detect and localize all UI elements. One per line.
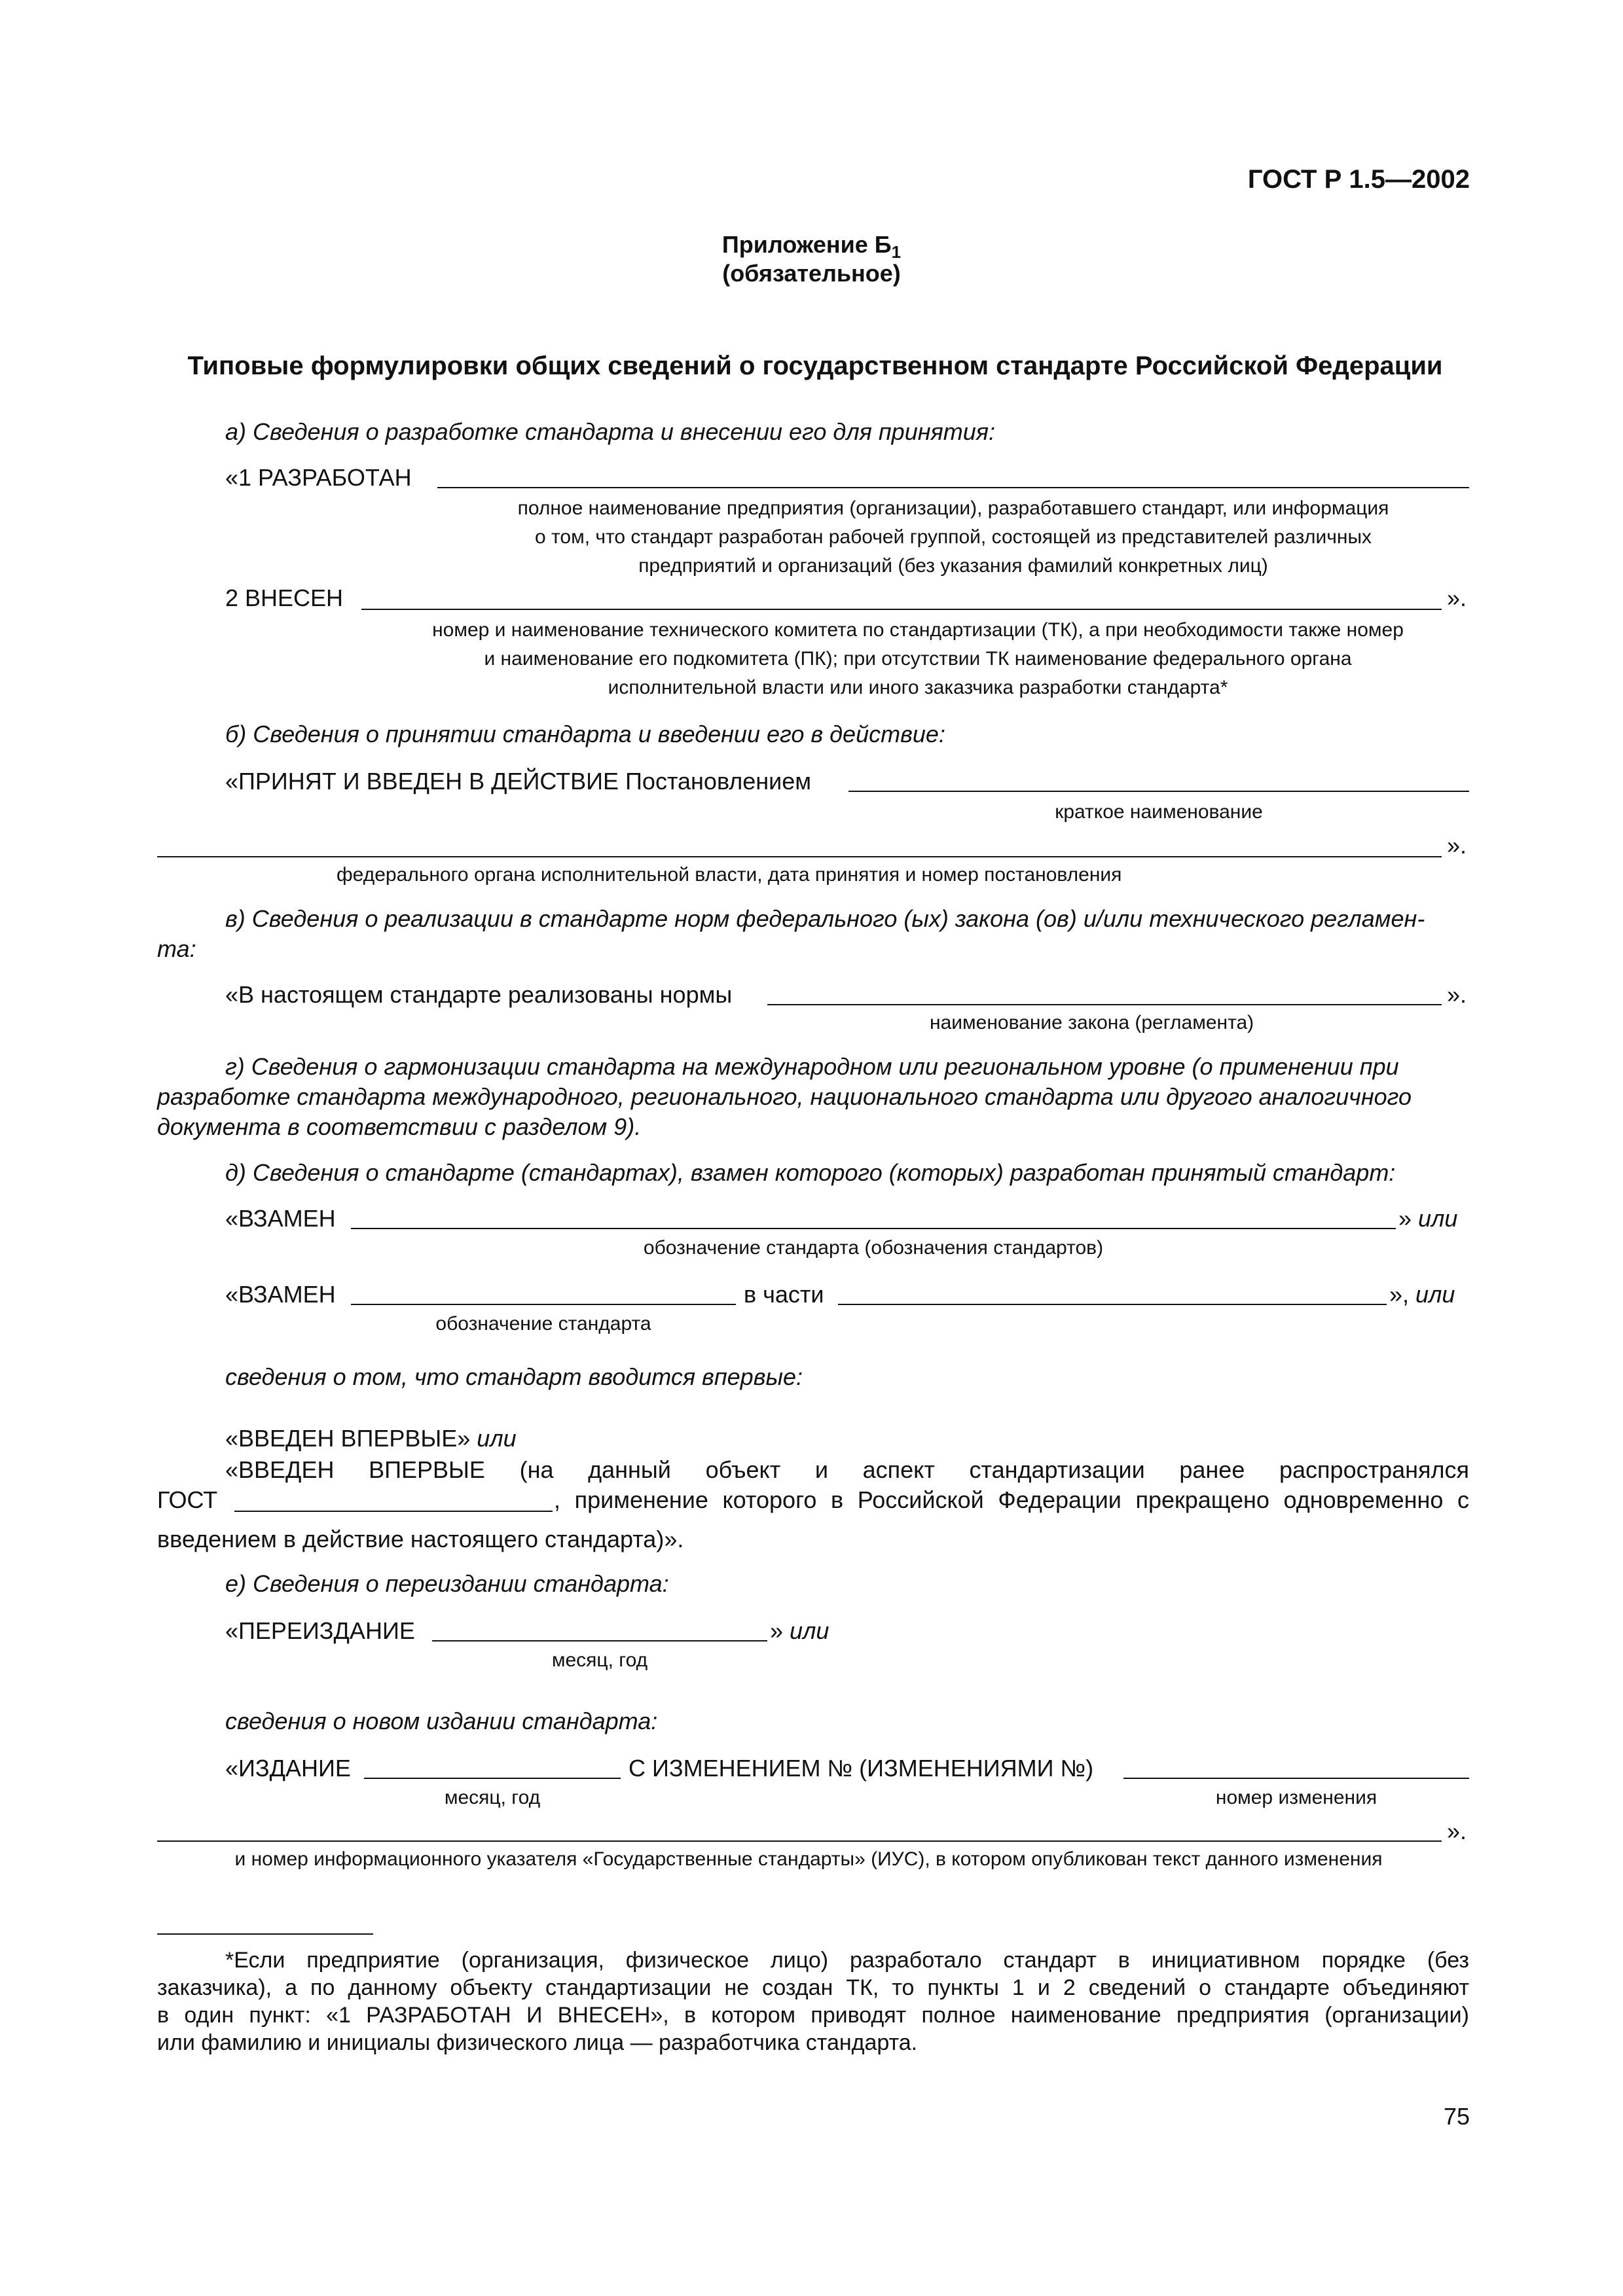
a-line2-blank — [361, 609, 1442, 610]
appendix-subscript: 1 — [891, 242, 902, 262]
d-caption2: обозначение стандарта — [435, 1313, 651, 1335]
a-line2-label: 2 ВНЕСЕН — [225, 584, 344, 611]
e-caption2a: месяц, год — [444, 1787, 541, 1808]
footnote-line4: или фамилию и инициалы физического лица — разработчика стандарта. — [157, 2030, 918, 2055]
a-caption2-line2: и наименование его подкомитета (ПК); при отсутствии ТК наименование федерального органа — [484, 648, 1352, 670]
footnote-line3: в один пункт: «1 РАЗРАБОТАН И ВНЕСЕН», в котором приводят полное наименование предприятия (организации) — [157, 2003, 1469, 2028]
e-line2-label: «ИЗДАНИЕ — [225, 1755, 351, 1782]
d-line2-quote: », — [1389, 1281, 1410, 1308]
b-line2-end: ». — [1447, 832, 1467, 859]
v-line1-end: ». — [1447, 981, 1467, 1008]
b-line2-blank — [157, 856, 1442, 857]
a-caption2-line1: номер и наименование технического комитета по стандартизации (ТК), а при необходимости также номер — [432, 619, 1404, 641]
d-first-line2: «ВВЕДЕН ВПЕРВЫЕ (на данный объект и аспект стандартизации ранее распространялся — [225, 1456, 1469, 1483]
section-d-title: д) Сведения о стандарте (стандартах), взамен которого (которых) разработан принятый стандарт: — [225, 1159, 1396, 1186]
d-first-line3-blank — [234, 1511, 553, 1512]
e-caption3: и номер информационного указателя «Государственные стандарты» (ИУС), в котором опубликован текст данного изменения — [234, 1848, 1383, 1870]
section-g-line1: г) Сведения о гармонизации стандарта на международном или региональном уровне (о применении при — [225, 1053, 1399, 1080]
d-line2-end — [1389, 1280, 1455, 1309]
d-first-line1 — [225, 1424, 517, 1453]
b-line1-blank — [848, 791, 1469, 792]
e-caption1: месяц, год — [551, 1649, 648, 1671]
v-line1-blank — [767, 1004, 1442, 1005]
appendix-status: (обязательное) — [722, 260, 901, 287]
d-first-title: сведения о том, что стандарт вводится впервые: — [225, 1363, 803, 1390]
e-line2-blank1 — [364, 1778, 621, 1779]
e-line1-end — [770, 1617, 829, 1645]
d-line1-label: «ВЗАМЕН — [225, 1205, 336, 1232]
e-line1-label: «ПЕРЕИЗДАНИЕ — [225, 1617, 415, 1644]
e-line1-blank — [432, 1640, 767, 1641]
section-v-title-line1: в) Сведения о реализации в стандарте норм федерального (ых) закона (ов) и/или технического регламен- — [225, 905, 1425, 932]
footnote-separator — [157, 1933, 373, 1935]
d-line2-mid: в части — [744, 1281, 824, 1308]
e-line1-or: или — [790, 1617, 830, 1644]
d-line1-blank — [351, 1228, 1396, 1229]
d-line2-label: «ВЗАМЕН — [225, 1281, 336, 1308]
d-line2-blank1 — [351, 1304, 736, 1305]
d-line1-or: или — [1418, 1205, 1458, 1232]
d-caption1: обозначение стандарта (обозначения стандартов) — [643, 1237, 1104, 1259]
section-g-line3: документа в соответствии с разделом 9). — [157, 1113, 642, 1140]
section-e-title: е) Сведения о переиздании стандарта: — [225, 1570, 669, 1597]
doc-code: ГОСТ Р 1.5—2002 — [1247, 165, 1470, 194]
b-caption2: федерального органа исполнительной власти, дата принятия и номер постановления — [337, 864, 1122, 886]
section-a-title: а) Сведения о разработке стандарта и внесении его для принятия: — [225, 418, 995, 445]
section-g-line2: разработке стандарта международного, регионального, национального стандарта или другого аналогичного — [157, 1083, 1412, 1110]
footnote-line1: *Если предприятие (организация, физическое лицо) разработало стандарт в инициативном порядке (без — [225, 1948, 1469, 1973]
d-line1-end — [1398, 1204, 1457, 1233]
a-line1-label: «1 РАЗРАБОТАН — [225, 464, 412, 491]
d-line2-blank2 — [838, 1304, 1387, 1305]
d-first-line1-or: или — [477, 1425, 517, 1452]
d-line1-quote: » — [1398, 1205, 1412, 1232]
a-line2-end: ». — [1447, 584, 1467, 611]
appendix-title-text: Приложение Б — [721, 231, 892, 258]
footnote-line2: заказчика), а по данному объекту стандартизации не создан ТК, то пункты 1 и 2 сведений о стандарте объединяют — [157, 1975, 1469, 2000]
page-heading: Типовые формулировки общих сведений о государственном стандарте Российской Федерации — [187, 351, 1443, 380]
v-caption: наименование закона (регламента) — [930, 1012, 1254, 1033]
e-line2-blank2 — [1123, 1778, 1469, 1779]
d-first-line1-text: «ВВЕДЕН ВПЕРВЫЕ» — [225, 1425, 471, 1452]
e-line1-quote: » — [770, 1617, 784, 1644]
e-new-title: сведения о новом издании стандарта: — [225, 1708, 658, 1734]
a-caption1-line3: предприятий и организаций (без указания фамилий конкретных лиц) — [638, 555, 1268, 577]
v-line1-label: «В настоящем стандарте реализованы нормы — [225, 981, 733, 1008]
section-v-title-line2: та: — [157, 935, 196, 962]
a-caption1-line2: о том, что стандарт разработан рабочей группой, состоящей из представителей различных — [534, 526, 1372, 548]
a-caption2-line3: исполнительной власти или иного заказчика разработки стандарта* — [608, 677, 1228, 698]
a-caption1-line1: полное наименование предприятия (организации), разработавшего стандарт, или информация — [517, 497, 1389, 519]
d-first-line3-text: , применение которого в Российской Федерации прекращено одновременно с — [554, 1486, 1469, 1513]
b-caption1: краткое наименование — [1055, 801, 1263, 823]
d-line2-or: или — [1415, 1281, 1455, 1308]
e-line2-change: С ИЗМЕНЕНИЕМ № (ИЗМЕНЕНИЯМИ №) — [629, 1755, 1094, 1782]
a-line1-blank — [437, 487, 1469, 488]
d-first-line4: введением в действие настоящего стандарта)». — [157, 1526, 684, 1552]
d-first-line3-gost: ГОСТ — [157, 1486, 218, 1513]
b-line1-label: «ПРИНЯТ И ВВЕДЕН В ДЕЙСТВИЕ Постановлением — [225, 768, 812, 795]
section-b-title: б) Сведения о принятии стандарта и введении его в действие: — [225, 721, 945, 747]
e-caption2b: номер изменения — [1215, 1787, 1377, 1808]
e-line3-blank — [157, 1840, 1442, 1842]
page-number: 75 — [1443, 2103, 1470, 2130]
e-line3-end: ». — [1447, 1818, 1467, 1844]
